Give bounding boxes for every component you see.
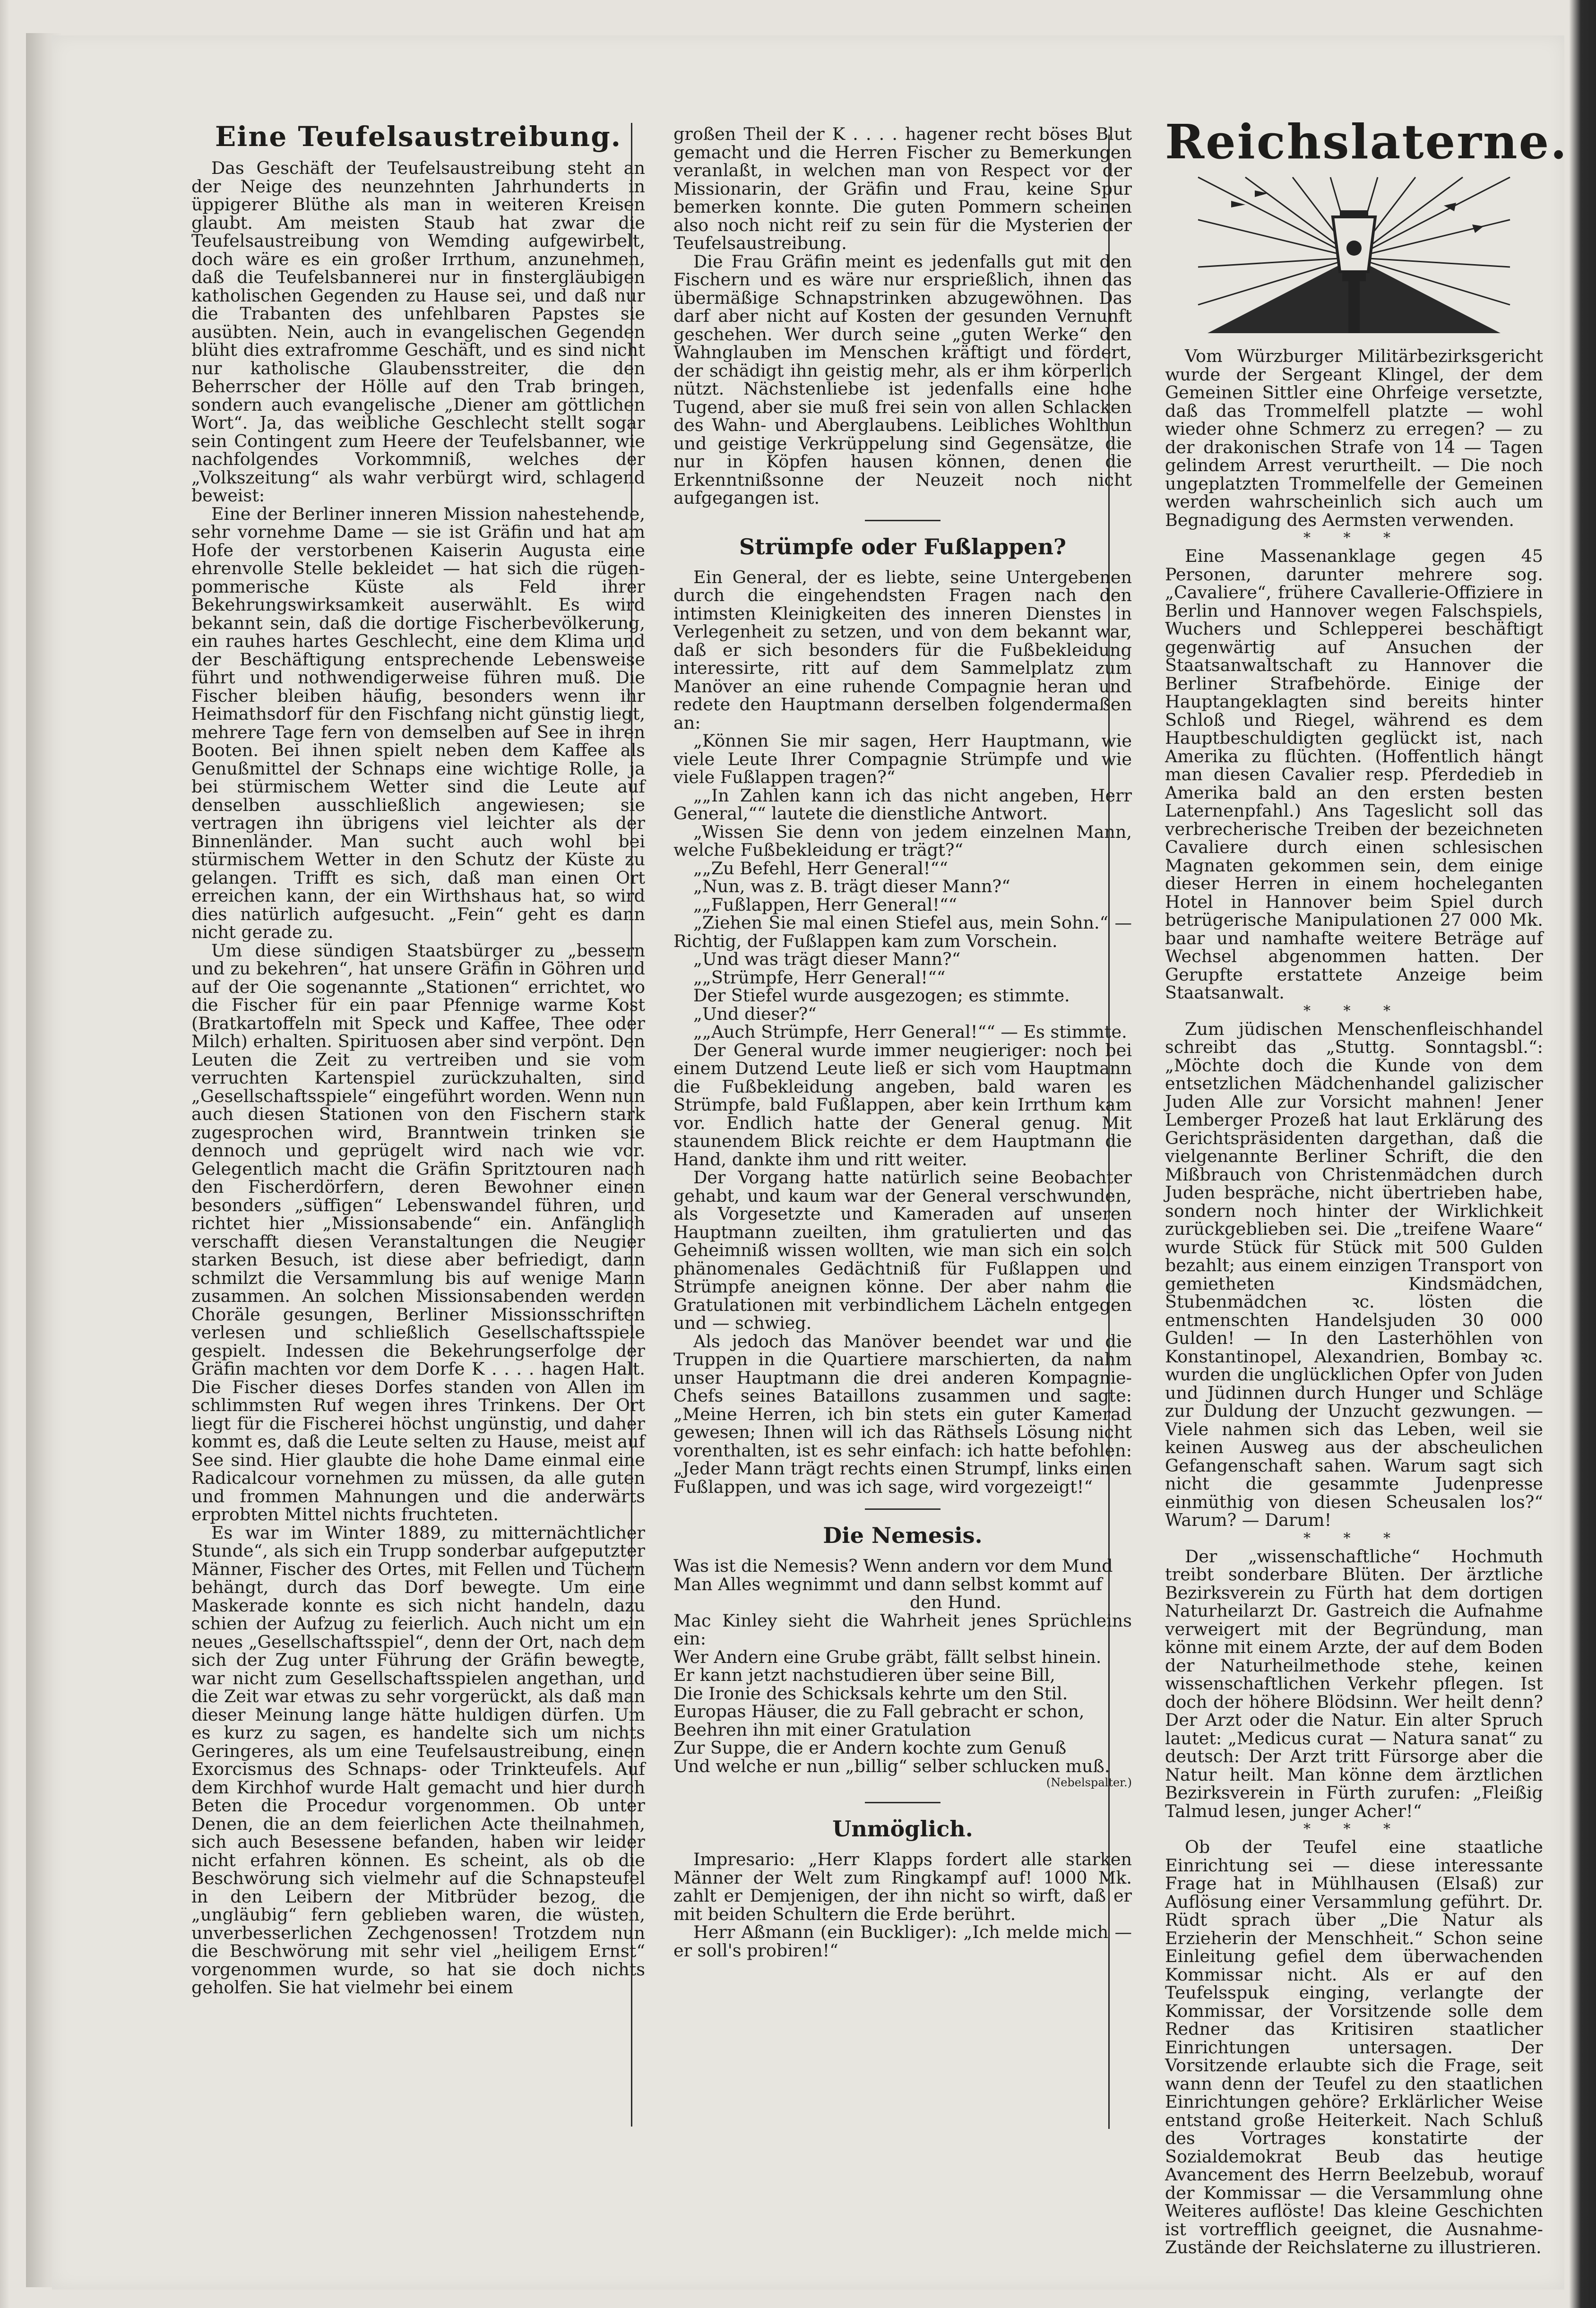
verse-line: Beehren ihn mit einer Gratulation xyxy=(673,1719,971,1740)
paragraph: Das Geschäft der Teufelsaustreibung steht an der Neige des neunzehnten Jahrhunderts in üppigerer Blüthe als man in weiteren Kreisen glaubt. Am meisten Staub hat zwar die Teufelsaustreibung von Wemding aufgewirbelt, doch wäre es ein großer Irrthum, anzunehmen, daß die Teufelsbannerei nur in finstergläubigen katholischen Gegenden zu Hause sei, und daß nur die Trabanten des unfehlbaren Papstes sie ausübten. Nein, auch in evangelischen Gegenden blüht dies extrafromme Geschäft, und es sind nicht nur katholische Glaubensstreiter, die den Beherrscher der Hölle auf den Trab bringen, sondern auch evangelische „Diener am göttlichen Wort“. Ja, das weibliche Geschlecht stellt sogar sein Contingent zum Heere der Teufelsbanner, wie nachfolgendes Vorkommniß, welches der „Volkszeitung“ als wahr verbürgt wird, schlagend beweist: xyxy=(191,158,645,506)
paragraph: Es war im Winter 1889, zu mitternächtlicher Stunde“, als sich ein Trupp sonderbar aufgeputzter Männer, Fischer des Ortes, mit Fellen und Tüchern behängt, durch das Dorf bewegte. Um eine Maskerade konnte es sich nicht handeln, dazu schien der Aufzug zu feierlich. Auch nicht um ein neues „Gesellschaftsspiel“, denn der Ort, nach dem sich der Zug unter Führung der Gräfin bewegte, war nicht zum Gesellschaftsspielen angethan, und die Zeit war etwas zu sehr vorgerückt, als daß man dieser Meinung lange hätte huldigen dürfen. Um es kurz zu sagen, es handelte sich um nichts Geringeres, als um eine Teufelsaustreibung, einen Exorcismus des Schnaps- oder Trinkteufels. Auf dem Kirchhof wurde Halt gemacht und hier durch Beten die Procedur vorgenommen. Ob unter Denen, die an dem feierlichen Acte theilnahmen, sich auch Besessene befanden, haben wir leider nicht erfahren können. Es scheint, als ob die Beschwörung sich vielmehr auf die Schnapsteufel in den Leibern der Mitbrüder bezog, die „ungläubig“ fern geblieben waren, die wüsten, unverbesserlichen Zechgenossen! Trotzdem nun die Beschwörung mit sehr viel „heiligem Ernst“ vorgenommen wurde, so hat sie doch nichts geholfen. Sie hat vielmehr bei einem xyxy=(191,1522,645,1998)
dialogue-line: Der Stiefel wurde ausgezogen; es stimmte. xyxy=(693,985,1070,1006)
source-credit: (Nebelspalter.) xyxy=(1046,1776,1132,1789)
masthead-reichslaterne: Reichslaterne. xyxy=(1165,114,1569,170)
paragraph: Herr Aßmann (ein Buckliger): „Ich melde mich — er soll's probiren!“ xyxy=(673,1922,1132,1961)
dialogue-line: „„Auch Strümpfe, Herr General!““ — Es stimmte. xyxy=(693,1022,1127,1042)
article-title-unmoeglich: Unmöglich. xyxy=(832,1816,973,1842)
section-divider xyxy=(865,1508,940,1510)
column-2 xyxy=(655,125,1146,2242)
paragraph: Als jedoch das Manöver beendet war und die Truppen in die Quartiere marschierten, da nahm unser Hauptmann die drei anderen Kompagnie-Chefs seines Bataillons zusammen und sagte: „Meine Herren, ich bin stets ein guter Kamerad gewesen; Ihnen will ich das Räthsels Lösung nicht vorenthalten, ist es sehr einfach: ich hatte befohlen: „Jeder Mann trägt rechts einen Strumpf, links einen Fußlappen, und was ich sage, wird vorgezeigt!“ xyxy=(673,1331,1132,1497)
paragraph: Die Frau Gräfin meint es jedenfalls gut mit den Fischern und es wäre nur ersprießlich, ihnen das übermäßige Schnapstrinken abzugewöhnen. Das darf aber nicht auf Kosten der gesunden Vernunft geschehen. Wer durch seine „guten Werke“ den Wahnglauben im Menschen kräftigt und fördert, der schädigt ihn geistig mehr, als er ihm körperlich nützt. Nächstenliebe ist jedenfalls eine hohe Tugend, aber sie muß frei sein von allen Schlacken des Wahn- und Aberglaubens. Leibliches Wohlthun und geistige Verkrüppelung sind Gegensätze, die nur in Köpfen hausen können, denen die Erkenntnißsonne der Neuzeit noch nicht aufgegangen ist. xyxy=(673,251,1132,508)
verse-line: den Hund. xyxy=(910,1592,1001,1612)
paragraph: Eine Massenanklage gegen 45 Personen, darunter mehrere sog. „Cavaliere“, frühere Cavallerie-Offiziere in Berlin und Hannover wegen Falschspiels, Wuchers und Schlepperei beschäftigt gegenwärtig auf Ansuchen der Staatsanwaltschaft zu Hannover die Berliner Strafbehörde. Einige der Hauptangeklagten sind bereits hinter Schloß und Riegel, während es dem Hauptbeschuldigten geglückt ist, nach Amerika zu flüchten. (Hoffentlich hängt man diesen Cavalier resp. Pferdedieb in Amerika bald an den ersten besten Laternenpfahl.) Ans Tageslicht soll das verbrecherische Treiben der bezeichneten Cavaliere durch einen schlesischen Magnaten gekommen sein, dem einige dieser Herren in einem hocheleganten Hotel in Hannover beim Spiel durch betrügerische Manipulationen 27 000 Mk. baar und namhafte weitere Beträge auf Wechsel abgenommen hatten. Der Gerupfte erstattete Anzeige beim Staatsanwalt. xyxy=(1165,546,1543,1003)
paragraph: Impresario: „Herr Klapps fordert alle starken Männer der Welt zum Ringkampf auf! 1000 Mk. zahlt er Demjenigen, der ihn nicht so wirft, daß er mit beiden Schultern die Erde berührt. xyxy=(673,1849,1132,1924)
dialogue-line: „Können Sie mir sagen, Herr Hauptmann, wie viele Leute Ihrer Compagnie Strümpfe und wie viele Fußlappen tragen?“ xyxy=(673,731,1132,787)
dialogue-line: „„In Zahlen kann ich das nicht angeben, Herr General,““ lautete die dienstliche Antwort. xyxy=(673,785,1132,824)
paragraph: Zum jüdischen Menschenfleischhandel schreibt das „Stuttg. Sonntagsbl.“: „Möchte doch die Kunde von dem entsetzlichen Mädchenhandel galizischer Juden Alle zur Vorsicht mahnen! Jener Lemberger Prozeß hat laut Erklärung des Gerichtspräsidenten dargethan, daß die vielgenannte Berliner Schrift, die den Mißbrauch von Christenmädchen durch Juden bespräche, nicht übertrieben habe, sondern noch hinter der Wirklichkeit zurückgeblieben sei. Die „treifene Waare“ wurde Stück für Stück mit 500 Gulden bezahlt; aus einem einzigen Transport von gemietheten Kindsmädchen, Stubenmädchen ꝛc. lösten die entmenschten Handelsjuden 30 000 Gulden! — In den Lasterhöhlen von Konstantinopel, Alexandrien, Bombay ꝛc. wurden die unglücklichen Opfer von Juden und Jüdinnen durch Hunger und Schläge zur Duldung der Unzucht gezwungen. — Viele nahmen sich das Leben, weil sie keinen Ausweg aus der abscheulichen Gefangenschaft sahen. Warum sagt sich nicht die gesammte Judenpresse einmüthig von diesen Scheusalen los?“ Warum? — Darum! xyxy=(1165,1018,1543,1530)
paragraph: Der General wurde immer neugieriger: noch bei einem Dutzend Leute ließ er sich vom Hauptmann die Fußbekleidung angeben, bald waren es Strümpfe, bald Fußlappen, aber kein Irrthum kam vor. Endlich hatte der General genug. Mit staunendem Blick reichte er dem Hauptmann die Hand, dankte ihm und ritt weiter. xyxy=(673,1040,1132,1170)
column-3 xyxy=(1146,114,1569,2257)
dialogue-line: „Nun, was z. B. trägt dieser Mann?“ xyxy=(693,876,1010,896)
dialogue-line: „Ziehen Sie mal einen Stiefel aus, mein Sohn.“ — Richtig, der Fußlappen kam zum Vorschein. xyxy=(673,913,1132,951)
separator-stars: * * * xyxy=(1303,1002,1405,1019)
separator-stars: * * * xyxy=(1303,530,1405,546)
dialogue-line: „„Fußlappen, Herr General!““ xyxy=(693,894,958,915)
paragraph: Ein General, der es liebte, seine Untergebenen durch die eingehendsten Fragen nach den intimsten Kleinigkeiten des inneren Dienstes in Verlegenheit zu setzen, und von dem bekannt war, daß er sich besonders für die Fußbekleidung interessirte, ritt auf dem Sammelplatz zum Manöver an eine ruhende Compagnie heran und redete den Hauptmann derselben folgendermaßen an: xyxy=(673,567,1132,733)
dialogue-line: „Und was trägt dieser Mann?“ xyxy=(693,949,961,969)
separator-stars: * * * xyxy=(1303,1530,1405,1547)
verse-line: Die Ironie des Schicksals kehrte um den Stil. xyxy=(673,1683,1068,1704)
paragraph: Vom Würzburger Militärbezirksgericht wurde der Sergeant Klingel, der dem Gemeinen Sittler eine Ohrfeige versetzte, daß das Trommelfell platzte — wohl wieder ohne Schmerz zu erregen? — zu der drakonischen Strafe von 14 — Tagen gelindem Arrest verurtheilt. — Die noch ungeplatzten Trommelfelle der Gemeinen werden wahrscheinlich sich auch um Begnadigung des Aermsten verwenden. xyxy=(1165,346,1543,530)
paragraph: Der Vorgang hatte natürlich seine Beobachter gehabt, und kaum war der General verschwunden, als Vorgesetzte und Kameraden auf unseren Hauptmann zueilten, ihm gratulierten und das Geheimniß wissen wollten, wie man sich ein solch phänomenales Gedächtniß für Fußlappen und Strümpfe aneignen könne. Der aber nahm die Gratulationen mit verbindlichem Lächeln entgegen und — schwieg. xyxy=(673,1167,1132,1333)
verse-line: Man Alles wegnimmt und dann selbst kommt auf xyxy=(673,1574,1103,1594)
verse-line: Europas Häuser, die zu Fall gebracht er schon, xyxy=(673,1701,1085,1722)
verse-line: Was ist die Nemesis? Wenn andern vor dem Mund xyxy=(673,1556,1113,1576)
paragraph: Eine der Berliner inneren Mission nahestehende, sehr vornehme Dame — sie ist Gräfin und hat am Hofe der verstorbenen Kaiserin Augusta eine ehrenvolle Stelle bekleidet — hat sich die rügen-pommerische Küste als Feld ihrer Bekehrungswirksamkeit auserwählt. Es wird bekannt sein, daß die dortige Fischerbevölkerung, ein rauhes hartes Geschlecht, eine dem Klima und der Beschäftigung entsprechende Lebensweise führt und nothwendigerweise führen muß. Die Fischer bleiben häufig, besonders wenn ihr Heimathsdorf für den Fischfang nicht günstig liegt, mehrere Tage fern von demselben auf See in ihren Booten. Bei ihnen spielt neben dem Kaffee als Genußmittel der Schnaps eine wichtige Rolle, ja bei stürmischem Wetter sind die Leute auf denselben ausschließlich angewiesen; sie vertragen ihn übrigens viel leichter als der Binnenländer. Man sucht auch wohl bei stürmischem Wetter in den Schutz der Küste zu gelangen. Trifft es sich, daß man einen Ort erreichen kann, der ein Wirthshaus hat, so wird dies natürlich aufgesucht. „Fein“ geht es dann nicht gerade zu. xyxy=(191,503,645,942)
separator-stars: * * * xyxy=(1303,1821,1405,1837)
section-divider xyxy=(865,1802,940,1803)
article-title-nemesis: Die Nemesis. xyxy=(823,1523,983,1548)
paragraph: großen Theil der K . . . . hagener recht böses Blut gemacht und die Herren Fischer zu Bemerkungen veranlaßt, in welchen man von Respect vor der Missionarin, der Gräfin und Frau, keine Spur bemerken konnte. Die guten Pommern scheinen also noch nicht reif zu sein für die Mysterien der Teufelsaustreibung. xyxy=(673,124,1132,253)
verse-line: Er kann jetzt nachstudieren über seine Bill, xyxy=(673,1665,1055,1685)
column-1 xyxy=(187,121,655,2242)
verse-line: Wer Andern eine Grube gräbt, fällt selbst hinein. xyxy=(673,1646,1102,1667)
paragraph: Ob der Teufel eine staatliche Einrichtung sei — diese interessante Frage hat in Mühlhausen (Elsaß) zur Auflösung einer Versammlung geführt. Dr. Rüdt sprach über „Die Natur als Erzieherin der Menschheit.“ Schon seine Einleitung gefiel dem überwachenden Kommissar nicht. Als er auf den Teufelsspuk einging, verlangte der Kommissar, der Vorsitzende solle dem Redner das Kritisiren staatlicher Einrichtungen untersagen. Der Vorsitzende erlaubte sich die Frage, seit wann denn der Teufel zu den staatlichen Einrichtungen gehöre? Erklärlicher Weise entstand große Heiterkeit. Nach Schluß des Vortrages konstatirte der Sozialdemokrat Beub das heutige Avancement des Herrn Beelzebub, worauf der Kommissar — die Versammlung ohne Weiteres auflöste! Das kleine Geschichten ist vortrefflich geeignet, die Ausnahme-Zustände der Reichslaterne zu illustrieren. xyxy=(1165,1837,1543,2257)
lantern-illustration xyxy=(1198,177,1510,333)
article-title-teufelsaustreibung: Eine Teufelsaustreibung. xyxy=(215,121,621,153)
verse-line: Mac Kinley sieht die Wahrheit jenes Sprüchleins ein: xyxy=(673,1610,1132,1649)
paragraph: Um diese sündigen Staatsbürger zu „bessern und zu bekehren“, hat unsere Gräfin in Göhren und auf der Oie sogenannte „Stationen“ errichtet, wo die Fischer für ein paar Pfennige warme Kost (Bratkartoffeln mit Speck und Kaffee, Thee oder Milch) erhalten. Spirituosen aber sind verpönt. Den Leuten die Zeit zu vertreiben und sie vom verruchten Kartenspiel zurückzuhalten, sind „Gesellschaftsspiele“ eingeführt worden. Wenn nun auch diesen Stationen von den Fischern stark zugesprochen wird, Branntwein trinken sie dennoch und geprügelt wird nach wie vor. Gelegentlich macht die Gräfin Spritztouren nach den Fischerdörfern, deren Bewohner einen besonders „süffigen“ Lebenswandel führen, und richtet hier „Missionsabende“ ein. Anfänglich verschafft diesen Veranstaltungen die Neugier starken Besuch, ist diese aber befriedigt, dann schmilzt die Versammlung bis auf wenige Mann zusammen. An solchen Missionsabenden werden Choräle gesungen, Berliner Missionsschriften verlesen und schließlich Gesellschaftsspiele gespielt. Indessen die Bekehrungserfolge der Gräfin machten vor dem Dorfe K . . . . hagen Halt. Die Fischer dieses Dorfes standen von Allen im schlimmsten Ruf wegen ihres Trinkens. Der Ort liegt für die Fischerei höchst ungünstig, und daher kommt es, daß die Leute selten zu Hause, meist auf See sind. Hier glaubte die hohe Dame einmal eine Radicalcour vornehmen zu müssen, da alle guten und frommen Mahnungen und die anderwärts erprobten Mittel nichts fruchteten. xyxy=(191,940,645,1524)
newspaper-page xyxy=(52,35,1569,2290)
dialogue-line: „„Strümpfe, Herr General!““ xyxy=(693,967,946,988)
paragraph: Der „wissenschaftliche“ Hochmuth treibt sonderbare Blüten. Der ärztliche Bezirksverein zu Fürth hat dem dortigen Naturheilarzt Dr. Gastreich die Aufnahme verweigert mit der Begründung, man könne mit einem Arzte, der auf dem Boden der Naturheilmethode stehe, keinen wissenschaftlichen Verkehr pflegen. Ist doch der höhere Blödsinn. Wer heilt denn? Der Arzt oder die Natur. Ein alter Spruch lautet: „Medicus curat — Natura sanat“ zu deutsch: Der Arzt tritt Fürsorge aber die Natur heilt. Man könne dem ärztlichen Bezirksverein in Fürth zurufen: „Fleißig Talmud lesen, junger Acher!“ xyxy=(1165,1546,1543,1821)
verse-line: Und welche er nun „billig“ selber schlucken muß. xyxy=(673,1756,1110,1776)
dialogue-line: „Wissen Sie denn von jedem einzelnen Mann, welche Fußbekleidung er trägt?“ xyxy=(673,821,1132,860)
dialogue-line: „„Zu Befehl, Herr General!““ xyxy=(693,858,948,878)
section-divider xyxy=(865,520,940,521)
dialogue-line: „Und dieser?“ xyxy=(693,1003,817,1024)
verse-line: Zur Suppe, die er Andern kochte zum Genuß xyxy=(673,1738,1067,1758)
article-title-struempfe: Strümpfe oder Fußlappen? xyxy=(739,534,1066,560)
